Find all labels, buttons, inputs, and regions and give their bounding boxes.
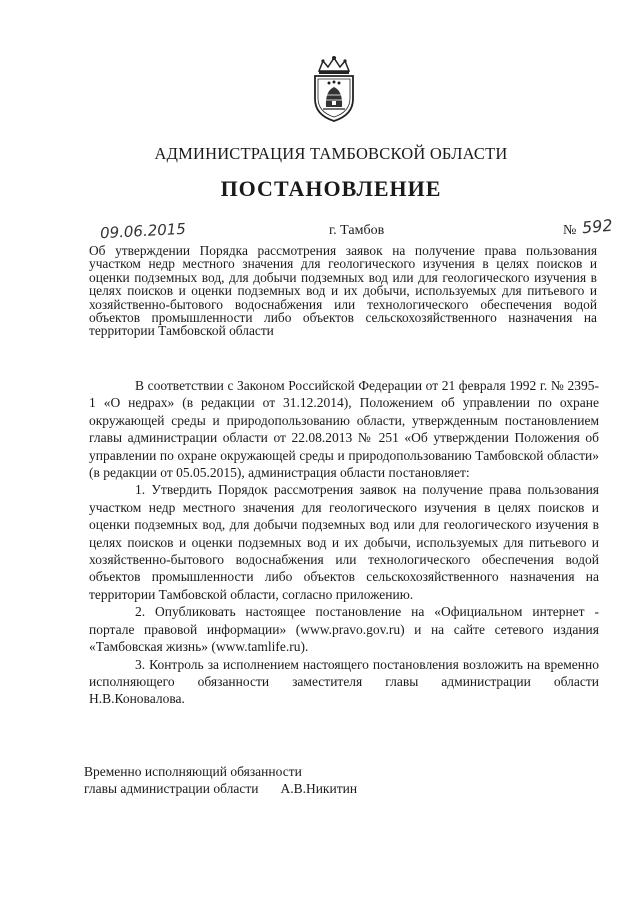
number-label: № [563, 223, 577, 238]
handwritten-number: 592 [581, 215, 614, 238]
signer-name: А.В.Никитин [280, 781, 358, 796]
item-3-paragraph: 3. Контроль за исполнением настоящего постановления возложить на временно исполняющего обязанности заместителя главы администрации области Н.В.Коновалова. [89, 656, 599, 707]
signer-position-text: главы администрации области [84, 781, 259, 796]
document-type-heading: ПОСТАНОВЛЕНИЕ [220, 176, 442, 201]
tambov-coat-of-arms-icon [309, 55, 359, 123]
item-1-paragraph: 1. Утвердить Порядок рассмотрения заявок на получение права пользования участком недр местного значения для геологического изучения в целях поисков и оценки подземных вод, для добычи подземных вод или для геологического изучения в целях поисков и оценки подземных вод и их добычи, используемых для питьевого и хозяйственно-бытового водоснабжения или технологического обеспечения водой объектов промышленности либо объектов сельскохозяйственного назначения на территории Тамбовской области, согласно приложению. [89, 482, 599, 602]
signer-position-line1: Временно исполняющий обязанности [84, 764, 302, 779]
preamble-paragraph: В соответствии с Законом Российской Федерации от 21 февраля 1992 г. № 2395-1 «О недрах» (в редакции от 31.12.2014), Положением об управлении по охране окружающей среды и природопользованию области, утвержденным постановлением главы администрации области от 22.08.2013 № 251 «Об утверждении Положения об управлении по охране окружающей среды и природопользованию Тамбовской области» (в редакции от 05.05.2015), администрация области постановляет: [89, 378, 599, 481]
document-subject: Об утверждении Порядка рассмотрения заявок на получение права пользования участком недр местного значения для геологического изучения в целях поисков и оценки подземных вод, для добычи подземных вод или для геологического изучения в целях поисков и оценки подземных вод и их добычи, используемых для питьевого и хозяйственно-бытового водоснабжения или технологического обеспечения водой объектов промышленности либо объектов сельскохозяйственного назначения на территории Тамбовской области [89, 243, 597, 339]
organization-title: АДМИНИСТРАЦИЯ ТАМБОВСКОЙ ОБЛАСТИ [154, 144, 508, 163]
signature-block [84, 763, 357, 797]
document-body [89, 377, 599, 708]
handwritten-date: 09.06.2015 [99, 219, 187, 243]
item-2-paragraph: 2. Опубликовать настоящее постановление на «Официальном интернет - портале правовой информации» (www.pravo.gov.ru) и на сайте сетевого издания «Тамбовская жизнь» (www.tamlife.ru). [89, 604, 599, 655]
signer-position-line2 [84, 780, 357, 797]
city: г. Тамбов [329, 223, 385, 238]
